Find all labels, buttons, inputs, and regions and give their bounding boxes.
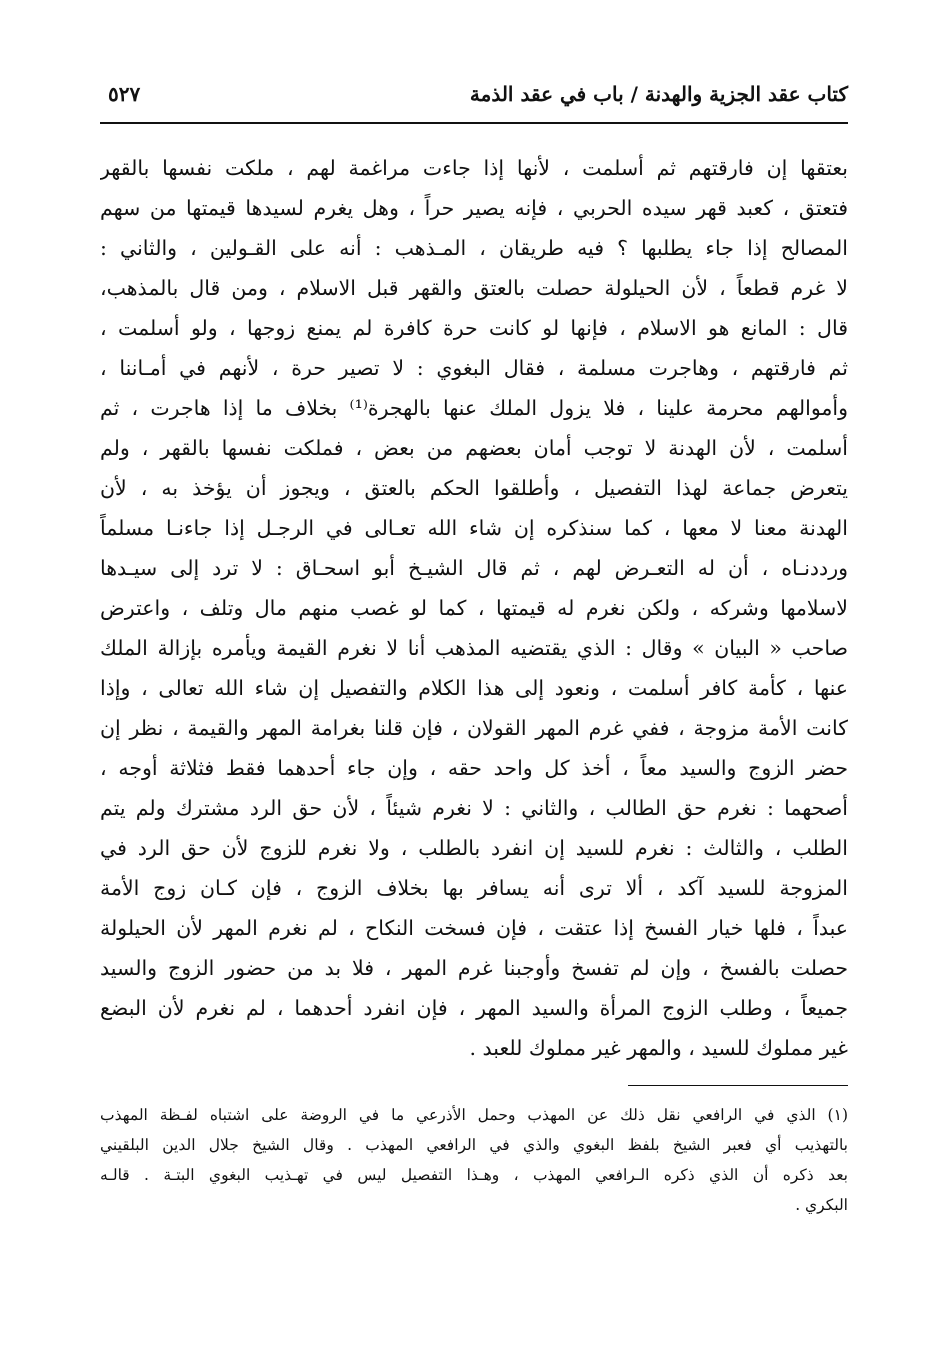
text-line: المصالح إذا جاء يطلبها ؟ فيه طريقان ، المـذهب : أنه على القـولين ، والثاني :: [100, 236, 848, 260]
running-header: [100, 80, 848, 114]
text-line: أسلمت ، لأن الهدنة لا توجب أمان بعضهم من بعض ، فملكت نفسها بالقهر ، ولم: [100, 436, 848, 460]
text-line: الطلب ، والثالث : نغرم للسيد إن انفرد بالطلب ، ولا نغرم للزوج لأن حق الرد في: [100, 836, 848, 860]
text-line: فتعتق ، كعبد قهر سيده الحربي ، فإنه يصير حراً ، وهل يغرم لسيدها قيمتها من سهم: [100, 196, 848, 220]
text-line: بعتقها إن فارقتهم ثم أسلمت ، لأنها إذا جاءت مراغمة لهم ، ملكت نفسها بالقهر: [100, 156, 848, 180]
text-line: عبداً ، فلها خيار الفسخ إذا عتقت ، فإن فسخت النكاح ، لم نغرم المهر لأن الحيلولة: [100, 916, 848, 940]
footnote-rule: [628, 1085, 848, 1086]
text-line: حصلت بالفسخ ، وإن لم تفسخ وأوجبنا غرم المهر ، فلا بد من حضور الزوج والسيد: [100, 956, 848, 980]
text-line: لا غرم قطعاً ، لأن الحيلولة حصلت بالعتق والقهر قبل الاسلام ، ومن قال بالمذهب،: [100, 276, 848, 300]
text-line: كانت الأمة مزوجة ، ففي غرم المهر القولان ، فإن قلنا بغرامة المهر والقيمة ، نظر إن: [100, 716, 848, 740]
text-line: جميعاً ، وطلب الزوج المرأة والسيد المهر ، فإن انفرد أحدهما ، لم نغرم لأن البضع: [100, 996, 848, 1020]
footnote-line: بالتهذيب أي فعبر الشيخ بلفظ البغوي والذي في الرافعي المهذب . وقال الشيخ جلال الدين البلقيني: [100, 1136, 848, 1154]
header-rule: [100, 122, 848, 124]
text-line: وأموالهم محرمة علينا ، فلا يزول الملك عنها بالهجرة⁽¹⁾ بخلاف ما إذا هاجرت ، ثم: [100, 396, 848, 420]
text-line: ثم فارقتهم ، وهاجرت مسلمة ، فقال البغوي : لا تصير حرة ، لأنهم في أمـاننا ،: [100, 356, 848, 380]
page: [100, 70, 848, 1310]
main-text: [100, 148, 848, 1068]
text-line: يتعرض جماعة لهذا التفصيل ، وأطلقوا الحكم بالعتق ، ويجوز أن يؤخذ به ، لأن: [100, 476, 848, 500]
footnote-line: البكري .: [795, 1196, 848, 1214]
text-line: عنها ، كأمة كافر أسلمت ، ونعود إلى هذا الكلام والتفصيل إن شاء الله تعالى ، وإذا: [100, 676, 848, 700]
page-number: ٥٢٧: [108, 82, 141, 106]
text-line: الهدنة معنا لا معها ، كما سنذكره إن شاء الله تعـالى في الرجـل إذا جاءنـا مسلماً: [100, 516, 848, 540]
header-title: كتاب عقد الجزية والهدنة / باب في عقد الذمة: [469, 82, 848, 106]
text-line: لاسلامها وشركه ، ولكن نغرم له قيمتها ، كما لو غصب منهم مال وتلف ، واعترض: [100, 596, 848, 620]
text-line: قال : المانع هو الاسلام ، فإنها لو كانت حرة كافرة لم يمنع زوجها ، ولو أسلمت ،: [100, 316, 848, 340]
footnote-line: بعد ذكره أن الذي ذكره الـرافعي المهذب ، وهـذا التفصيل ليس في تهـذيب البغوي البتـة . قالـه: [100, 1166, 848, 1184]
text-line: أصحهما : نغرم حق الطالب ، والثاني : لا نغرم شيئاً ، لأن حق الرد مشترك ولم يتم: [100, 796, 848, 820]
footnote-line: (١) الذي في الرافعي نقل ذلك عن المهذب وحمل الأذرعي ما في الروضة على اشتباه لفـظة المهذب: [100, 1106, 848, 1124]
text-line: صاحب « البيان » وقال : الذي يقتضيه المذهب أنا لا نغرم القيمة ويأمره بإزالة الملك: [100, 636, 848, 660]
text-line: ورددنـاه ، أن له التعـرض لهم ، ثم قال الشيـخ أبو اسحـاق : لا ترد إلى سيـدها: [100, 556, 848, 580]
footnotes: [100, 1100, 848, 1220]
text-line: المزوجة للسيد آكد ، ألا ترى أنه يسافر بها بخلاف الزوج ، فإن كـان زوج الأمة: [100, 876, 848, 900]
text-line: غير مملوك للسيد ، والمهر غير مملوك للعبد .: [469, 1036, 848, 1060]
text-line: حضر الزوج والسيد معاً ، أخذ كل واحد حقه ، وإن جاء أحدهما فقط فثلاثة أوجه ،: [100, 756, 848, 780]
